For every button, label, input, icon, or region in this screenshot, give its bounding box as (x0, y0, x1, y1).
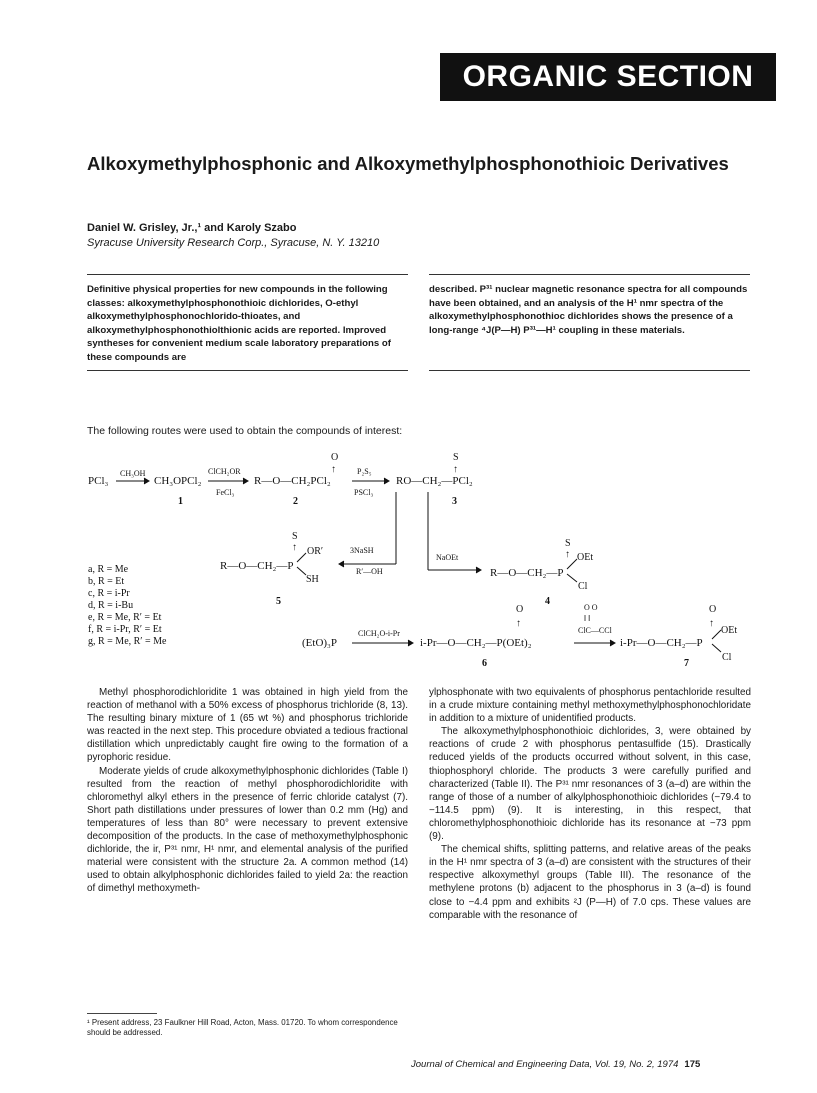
compound-4-oet: OEt (577, 552, 594, 563)
variant-b: b, R = Et (88, 576, 125, 587)
compound-6: i-Pr—O—CH₂—P(OEt)₂ (420, 637, 532, 649)
body-paragraph: Methyl phosphorodichloridite 1 was obtained in high yield from the reaction of methanol with a 50% excess of phosphorus trichloride (8, 13). The resulting binary mixture of 1 (65 wt %) and phosphorus trichloride was reacted in the next step. This procedure obviated a tedious fractional distillation which unpredictably caught fire owing to the formation of a pyrophoric residue. (87, 687, 408, 764)
compound-5-sh: SH (306, 574, 319, 585)
compound-2-number: 2 (293, 496, 298, 507)
body-paragraph: Moderate yields of crude alkoxymethylphosphonic dichlorides (Table I) resulted from the reaction of methyl phosphorodichloridite with chloromethyl alkyl ethers in the presence of ferric chloride catalyst (7). Short path distillations under pressures of lower than 0.2 mm (Hg) and temperatures of less than 80° were necessary to prevent extensive decomposition of the products. In the case of methoxymethylphosphonic dichloride, the ir, P³¹ nmr, H¹ nmr, and elemental analysis of the purified material were consistent with the structure 2a. A common method (14) used to obtain alkylphosphonic dichlorides failed to yield 2a: the reaction of dimethyl methoxymeth- (87, 765, 408, 895)
reagent-oxalyl: ClC—CCl (578, 626, 612, 635)
compound-7-cl: Cl (722, 652, 732, 663)
oxygen-label-6: O (516, 604, 524, 615)
reagent-clch2or: ClCH₂OR (208, 467, 241, 476)
oxygen-label-2: O (331, 452, 339, 463)
oxygen-label-7: O (709, 604, 717, 615)
reaction-scheme (80, 440, 760, 680)
footnote: ¹ Present address, 23 Faulkner Hill Road, Acton, Mass. 01720. To whom correspondence should be addressed. (87, 1018, 398, 1037)
reagent-oxalyl-bars: ‖ ‖ (584, 614, 591, 623)
footnote-rule (87, 1013, 157, 1014)
reagent-fecl3: FeCl₃ (216, 488, 235, 497)
compound-1-number: 1 (178, 496, 183, 507)
compound-3: RO—CH₂—PCl₂ (396, 475, 473, 487)
compound-5: R—O—CH₂—P (220, 560, 294, 572)
abstract-rule-bottom-left (87, 370, 408, 371)
compound-3-number: 3 (452, 496, 457, 507)
reagent-naoet: NaOEt (436, 553, 459, 562)
body-paragraph: ylphosphonate with two equivalents of phosphorus pentachloride resulted in a crude mixture containing methyl methoxymethylphosphonochloridate in addition to a mixture of unidentified products. (429, 687, 751, 725)
variant-f: f, R = i-Pr, R′ = Et (88, 624, 162, 635)
sulfur-label-4: S (565, 538, 571, 549)
body-paragraph: The chemical shifts, splitting patterns, and relative areas of the peaks in the H¹ nmr spectra of 3 (a–d) are consistent with the structures of their respective alkoxymethyl groups (Table III). The resonance of the methylene protons (b) adjacent to the phosphorus in 3 (a–d) is found close to −4.4 ppm and exhibits ²J (P—H) of 7.0 cps. These values are comparable with the resonance of (429, 844, 751, 921)
abstract-col1: Definitive physical properties for new compounds in the following classes: alkoxymethylphosphonothioic dichlorides, O-ethyl alkoxymethylphosphonochlorido-thioates, and alkoxymethylphosphonothiolthionic acids are reported. Improved syntheses for convenient medium scale laboratory preparations of these compounds are (87, 284, 391, 363)
body-paragraph: The alkoxymethylphosphonothioic dichlorides, 3, were obtained by reactions of crude 2 with phosphorus pentasulfide (15). Drastically reduced yields of the products occurred without solvent, in this case, thiophosphoryl chloride. The products 3 were carefully purified and characterized (Table II). The P³¹ nmr resonances of 3 (a–d) are within the range of those of a number of alkylphosphonothioic dichlorides (−79.4 to −114.5 ppm) (9). It is interesting, in this respect, that chloromethylphosphonothioic dichloride has its resonance at −73 ppm (9). (429, 726, 751, 843)
section-banner: ORGANIC SECTION (440, 53, 776, 101)
compound-6-number: 6 (482, 658, 487, 669)
reagent-p2s5: P₂S₅ (357, 467, 372, 476)
variant-e: e, R = Me, R′ = Et (88, 612, 162, 623)
reagent-pscl3: PSCl₃ (354, 488, 374, 497)
article-authors: Daniel W. Grisley, Jr.,¹ and Karoly Szabo (87, 222, 297, 234)
abstract-rule-bottom-right (429, 370, 750, 371)
arrow-up-7: ↑ (709, 618, 714, 629)
page-number: 175 (684, 1059, 701, 1070)
article-title: Alkoxymethylphosphonic and Alkoxymethylphosphonothioic Derivatives (87, 153, 729, 174)
compound-5-number: 5 (276, 596, 281, 607)
compound-7: i-Pr—O—CH₂—P (620, 637, 703, 649)
sulfur-label-5: S (292, 531, 298, 542)
scheme-intro: The following routes were used to obtain the compounds of interest: (87, 425, 403, 437)
variant-c: c, R = i-Pr (88, 588, 130, 599)
arrow-up-2: ↑ (331, 464, 336, 475)
variant-g: g, R = Me, R′ = Me (88, 636, 167, 647)
reagent-pcl3: PCl₃ (88, 475, 109, 487)
article-affiliation: Syracuse University Research Corp., Syracuse, N. Y. 13210 (87, 237, 380, 249)
variant-d: d, R = i-Bu (88, 600, 134, 611)
variant-a: a, R = Me (88, 564, 129, 575)
arrow-up-5: ↑ (292, 542, 297, 553)
compound-5-or: OR′ (307, 546, 324, 557)
compound-7-number: 7 (684, 658, 689, 669)
compound-4: R—O—CH₂—P (490, 567, 564, 579)
compound-2: R—O—CH₂PCl₂ (254, 475, 331, 487)
reagent-ch3oh: CH₃OH (120, 469, 146, 478)
reagent-oxalyl-o: O O (584, 603, 598, 612)
arrow-up-4: ↑ (565, 549, 570, 560)
abstract-rule-top-right (429, 274, 750, 275)
abstract-col2: described. P³¹ nuclear magnetic resonance spectra for all compounds have been obtained, and an analysis of the H¹ nmr spectra of the alkoxymethylphosphonothioc dichlorides shows the presence of a long-range ⁴J(P—H) P³¹—H¹ coupling in these materials. (429, 284, 748, 336)
compound-4-cl: Cl (578, 581, 588, 592)
reagent-roh: R′—OH (356, 567, 383, 576)
reagent-clch2oipr: ClCH₂O-i-Pr (358, 629, 400, 638)
reagent-eto3p: (EtO)₃P (302, 637, 337, 649)
journal-name: Journal of Chemical and Engineering Data, Vol. 19, No. 2, 1974 (411, 1059, 679, 1070)
compound-7-oet: OEt (721, 625, 738, 636)
abstract-rule-top-left (87, 274, 408, 275)
body-column-1 (87, 686, 408, 896)
reagent-3nash: 3NaSH (350, 546, 374, 555)
compound-1: CH₃OPCl₂ (154, 475, 202, 487)
arrow-up-6: ↑ (516, 618, 521, 629)
sulfur-label-3: S (453, 452, 459, 463)
arrow-up-3: ↑ (453, 464, 458, 475)
journal-citation (411, 1059, 700, 1070)
compound-4-number: 4 (545, 596, 550, 607)
body-column-2 (429, 686, 751, 922)
